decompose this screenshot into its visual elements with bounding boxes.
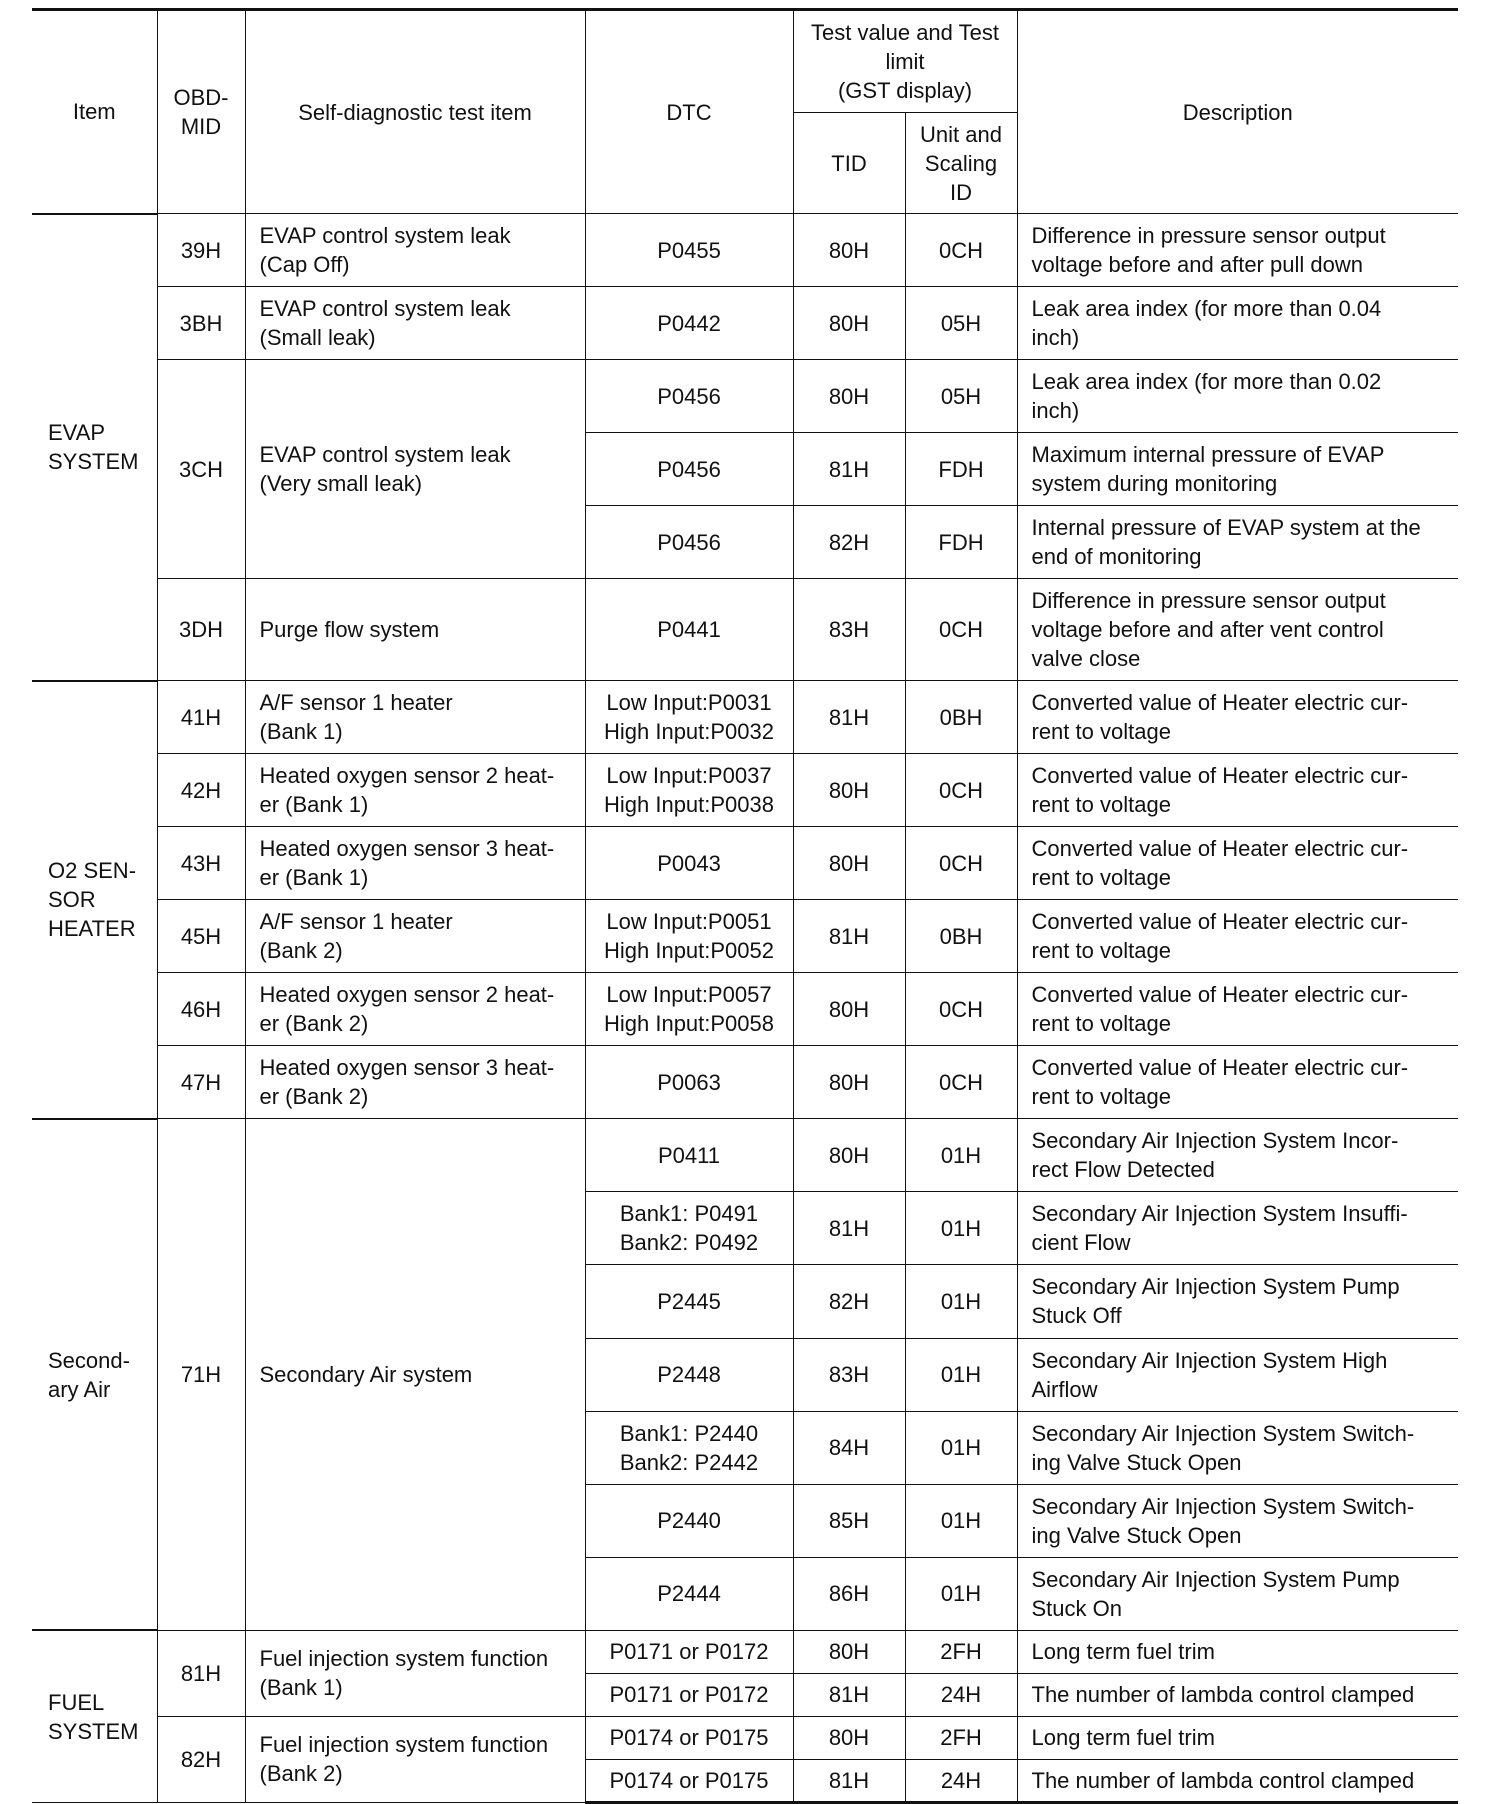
tid: 81H	[793, 681, 905, 754]
table-row	[32, 360, 1458, 433]
unit-scaling: 01H	[905, 1484, 1017, 1557]
header-dtc: DTC	[585, 10, 793, 214]
dtc-code: Bank1: P2440 Bank2: P2442	[585, 1411, 793, 1484]
obd-mid: 42H	[157, 754, 245, 827]
dtc-code: P0171 or P0172	[585, 1673, 793, 1716]
test-item: Heated oxygen sensor 3 heat- er (Bank 2)	[245, 1046, 585, 1119]
table-row	[32, 287, 1458, 360]
dtc-code: Low Input:P0057 High Input:P0058	[585, 973, 793, 1046]
obd-mid: 41H	[157, 681, 245, 754]
table-row	[32, 1119, 1458, 1192]
obd-mid: 39H	[157, 214, 245, 287]
dtc-code: P0174 or P0175	[585, 1716, 793, 1759]
dtc-code: Low Input:P0031 High Input:P0032	[585, 681, 793, 754]
dtc-code: P0063	[585, 1046, 793, 1119]
unit-scaling: 05H	[905, 360, 1017, 433]
obd-mid: 45H	[157, 900, 245, 973]
obd-mid: 82H	[157, 1716, 245, 1802]
dtc-code: P0043	[585, 827, 793, 900]
description: Secondary Air Injection System Pump Stuck On	[1017, 1557, 1458, 1630]
group-o2-sensor-heater: O2 SEN- SOR HEATER	[32, 681, 157, 1119]
obd-mid: 3DH	[157, 579, 245, 681]
unit-scaling: 0CH	[905, 754, 1017, 827]
group-fuel-system: FUEL SYSTEM	[32, 1630, 157, 1802]
header-item: Item	[32, 10, 157, 214]
unit-scaling: 05H	[905, 287, 1017, 360]
description: Converted value of Heater electric cur- rent to voltage	[1017, 754, 1458, 827]
test-item: Fuel injection system function (Bank 2)	[245, 1716, 585, 1802]
table-row	[32, 1046, 1458, 1119]
obd-mid: 81H	[157, 1630, 245, 1716]
test-item: EVAP control system leak (Small leak)	[245, 287, 585, 360]
unit-scaling: 2FH	[905, 1630, 1017, 1673]
test-item: EVAP control system leak (Cap Off)	[245, 214, 585, 287]
unit-scaling: 01H	[905, 1557, 1017, 1630]
header-test-value: Test value and Test limit (GST display)	[793, 10, 1017, 113]
header-description: Description	[1017, 10, 1458, 214]
tid: 85H	[793, 1484, 905, 1557]
unit-scaling: 0BH	[905, 681, 1017, 754]
description: Secondary Air Injection System Pump Stuck Off	[1017, 1265, 1458, 1338]
dtc-code: P2440	[585, 1484, 793, 1557]
obd-mid: 43H	[157, 827, 245, 900]
test-item: Heated oxygen sensor 2 heat- er (Bank 1)	[245, 754, 585, 827]
unit-scaling: FDH	[905, 433, 1017, 506]
dtc-table	[32, 8, 1458, 1804]
table-row	[32, 1630, 1458, 1673]
test-item: A/F sensor 1 heater (Bank 2)	[245, 900, 585, 973]
description: Converted value of Heater electric cur- rent to voltage	[1017, 973, 1458, 1046]
description: Secondary Air Injection System Incor- rect Flow Detected	[1017, 1119, 1458, 1192]
tid: 84H	[793, 1411, 905, 1484]
description: The number of lambda control clamped	[1017, 1759, 1458, 1802]
unit-scaling: 0CH	[905, 214, 1017, 287]
tid: 80H	[793, 973, 905, 1046]
dtc-code: Low Input:P0051 High Input:P0052	[585, 900, 793, 973]
tid: 81H	[793, 1759, 905, 1802]
unit-scaling: 2FH	[905, 1716, 1017, 1759]
description: Internal pressure of EVAP system at the end of monitoring	[1017, 506, 1458, 579]
dtc-code: Low Input:P0037 High Input:P0038	[585, 754, 793, 827]
tid: 80H	[793, 360, 905, 433]
unit-scaling: 01H	[905, 1192, 1017, 1265]
table-row	[32, 754, 1458, 827]
test-item: Heated oxygen sensor 2 heat- er (Bank 2)	[245, 973, 585, 1046]
dtc-code: P0456	[585, 433, 793, 506]
description: Leak area index (for more than 0.02 inch)	[1017, 360, 1458, 433]
tid: 80H	[793, 754, 905, 827]
unit-scaling: 24H	[905, 1759, 1017, 1802]
table-row	[32, 579, 1458, 681]
tid: 80H	[793, 214, 905, 287]
unit-scaling: 0CH	[905, 579, 1017, 681]
test-item: Fuel injection system function (Bank 1)	[245, 1630, 585, 1716]
description: Converted value of Heater electric cur- rent to voltage	[1017, 827, 1458, 900]
description: Leak area index (for more than 0.04 inch)	[1017, 287, 1458, 360]
header-tid: TID	[793, 113, 905, 214]
table-row	[32, 900, 1458, 973]
description: Long term fuel trim	[1017, 1716, 1458, 1759]
description: Secondary Air Injection System Insuffi- cient Flow	[1017, 1192, 1458, 1265]
dtc-code: P2445	[585, 1265, 793, 1338]
test-item: EVAP control system leak (Very small leak)	[245, 360, 585, 579]
header-self-diagnostic-test-item: Self-diagnostic test item	[245, 10, 585, 214]
table-row	[32, 681, 1458, 754]
tid: 81H	[793, 1192, 905, 1265]
description: Difference in pressure sensor output voltage before and after pull down	[1017, 214, 1458, 287]
tid: 83H	[793, 579, 905, 681]
tid: 80H	[793, 1119, 905, 1192]
tid: 80H	[793, 1046, 905, 1119]
description: Secondary Air Injection System Switch- ing Valve Stuck Open	[1017, 1484, 1458, 1557]
description: Secondary Air Injection System High Airflow	[1017, 1338, 1458, 1411]
unit-scaling: 0CH	[905, 973, 1017, 1046]
dtc-code: P2448	[585, 1338, 793, 1411]
description: Secondary Air Injection System Switch- ing Valve Stuck Open	[1017, 1411, 1458, 1484]
dtc-code: P0455	[585, 214, 793, 287]
test-item: Heated oxygen sensor 3 heat- er (Bank 1)	[245, 827, 585, 900]
test-item: Secondary Air system	[245, 1119, 585, 1630]
tid: 80H	[793, 827, 905, 900]
tid: 80H	[793, 287, 905, 360]
unit-scaling: 01H	[905, 1338, 1017, 1411]
group-evap-system: EVAP SYSTEM	[32, 214, 157, 681]
unit-scaling: 0CH	[905, 1046, 1017, 1119]
tid: 81H	[793, 900, 905, 973]
unit-scaling: 01H	[905, 1265, 1017, 1338]
header-obd-mid: OBD- MID	[157, 10, 245, 214]
dtc-code: Bank1: P0491 Bank2: P0492	[585, 1192, 793, 1265]
tid: 81H	[793, 433, 905, 506]
table-row	[32, 1716, 1458, 1759]
tid: 80H	[793, 1716, 905, 1759]
dtc-code: P0456	[585, 506, 793, 579]
table-row	[32, 973, 1458, 1046]
test-item: A/F sensor 1 heater (Bank 1)	[245, 681, 585, 754]
obd-test-value-table	[32, 8, 1458, 1804]
dtc-code: P2444	[585, 1557, 793, 1630]
dtc-code: P0442	[585, 287, 793, 360]
dtc-code: P0171 or P0172	[585, 1630, 793, 1673]
dtc-code: P0174 or P0175	[585, 1759, 793, 1802]
dtc-code: P0456	[585, 360, 793, 433]
unit-scaling: FDH	[905, 506, 1017, 579]
tid: 80H	[793, 1630, 905, 1673]
unit-scaling: 24H	[905, 1673, 1017, 1716]
description: The number of lambda control clamped	[1017, 1673, 1458, 1716]
description: Converted value of Heater electric cur- rent to voltage	[1017, 1046, 1458, 1119]
unit-scaling: 01H	[905, 1411, 1017, 1484]
description: Maximum internal pressure of EVAP system during monitoring	[1017, 433, 1458, 506]
obd-mid: 47H	[157, 1046, 245, 1119]
dtc-code: P0441	[585, 579, 793, 681]
group-secondary-air: Second- ary Air	[32, 1119, 157, 1630]
description: Converted value of Heater electric cur- rent to voltage	[1017, 900, 1458, 973]
unit-scaling: 01H	[905, 1119, 1017, 1192]
tid: 86H	[793, 1557, 905, 1630]
unit-scaling: 0CH	[905, 827, 1017, 900]
table-row	[32, 214, 1458, 287]
tid: 82H	[793, 506, 905, 579]
test-item: Purge flow system	[245, 579, 585, 681]
description: Long term fuel trim	[1017, 1630, 1458, 1673]
obd-mid: 3BH	[157, 287, 245, 360]
description: Difference in pressure sensor output voltage before and after vent control valve close	[1017, 579, 1458, 681]
tid: 83H	[793, 1338, 905, 1411]
tid: 82H	[793, 1265, 905, 1338]
table-row	[32, 827, 1458, 900]
unit-scaling: 0BH	[905, 900, 1017, 973]
obd-mid: 3CH	[157, 360, 245, 579]
dtc-code: P0411	[585, 1119, 793, 1192]
tid: 81H	[793, 1673, 905, 1716]
header-unit-scaling-id: Unit and Scaling ID	[905, 113, 1017, 214]
obd-mid: 46H	[157, 973, 245, 1046]
obd-mid: 71H	[157, 1119, 245, 1630]
description: Converted value of Heater electric cur- rent to voltage	[1017, 681, 1458, 754]
